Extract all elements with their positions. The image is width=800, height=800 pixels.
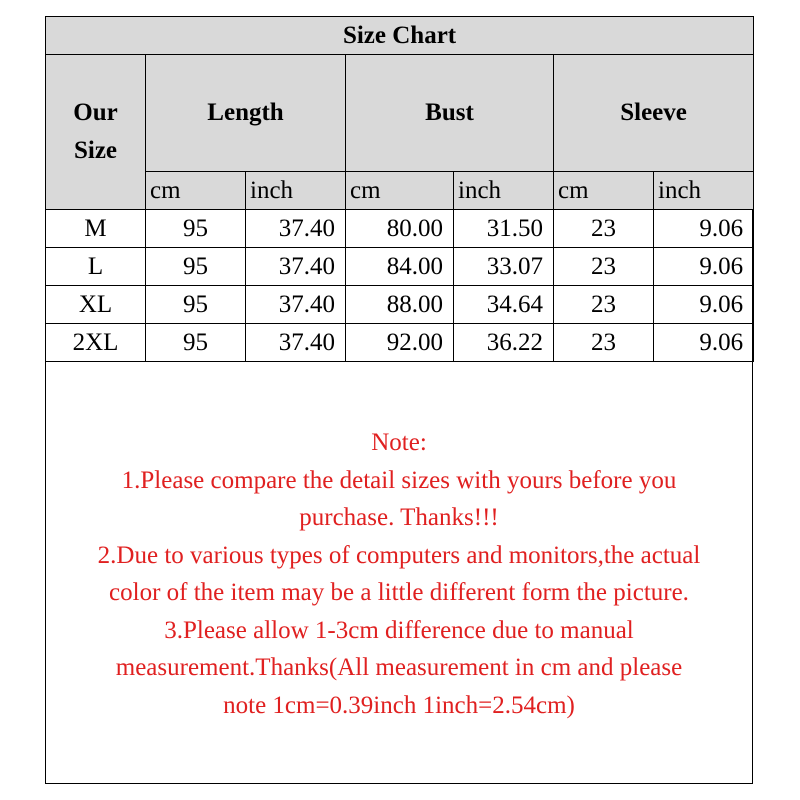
note-heading: Note: (371, 429, 427, 456)
header-sleeve: Sleeve (554, 55, 754, 172)
bust-cm-cell: 92.00 (346, 324, 454, 362)
size-chart-table (45, 16, 754, 362)
length-inch-cell: 37.40 (246, 324, 346, 362)
sleeve-cm-cell: 23 (554, 324, 654, 362)
header-bust: Bust (346, 55, 554, 172)
sleeve-cm-cell: 23 (554, 286, 654, 324)
sleeve-inch-cell: 9.06 (654, 324, 754, 362)
size-cell: 2XL (46, 324, 146, 362)
unit-bust-inch: inch (454, 172, 554, 210)
note-line: note 1cm=0.39inch 1inch=2.54cm) (223, 691, 575, 719)
our-size-line1: Our (73, 99, 118, 126)
length-cm-cell: 95 (146, 286, 246, 324)
sleeve-cm-cell: 23 (554, 210, 654, 248)
note-line: 1.Please compare the detail sizes with yours before you (121, 466, 677, 494)
unit-bust-cm: cm (346, 172, 454, 210)
size-cell: L (46, 248, 146, 286)
unit-length-cm: cm (146, 172, 246, 210)
bust-inch-cell: 36.22 (454, 324, 554, 362)
unit-sleeve-inch: inch (654, 172, 754, 210)
table-row (46, 286, 754, 324)
sleeve-inch-cell: 9.06 (654, 286, 754, 324)
length-inch-cell: 37.40 (246, 210, 346, 248)
length-cm-cell: 95 (146, 248, 246, 286)
bust-inch-cell: 31.50 (454, 210, 554, 248)
length-inch-cell: 37.40 (246, 286, 346, 324)
bust-cm-cell: 88.00 (346, 286, 454, 324)
note-line: 2.Due to various types of computers and monitors,the actual (97, 541, 701, 569)
bust-inch-cell: 33.07 (454, 248, 554, 286)
sleeve-inch-cell: 9.06 (654, 248, 754, 286)
sleeve-inch-cell: 9.06 (654, 210, 754, 248)
sleeve-cm-cell: 23 (554, 248, 654, 286)
size-cell: M (46, 210, 146, 248)
bust-cm-cell: 84.00 (346, 248, 454, 286)
chart-title: Size Chart (46, 17, 754, 55)
unit-sleeve-cm: cm (554, 172, 654, 210)
length-cm-cell: 95 (146, 210, 246, 248)
note-line: purchase. Thanks!!! (299, 504, 499, 531)
size-cell: XL (46, 286, 146, 324)
note-line: color of the item may be a little different form the picture. (109, 579, 689, 606)
table-row (46, 324, 754, 362)
note-block (45, 424, 753, 724)
unit-length-inch: inch (246, 172, 346, 210)
length-cm-cell: 95 (146, 324, 246, 362)
header-length: Length (146, 55, 346, 172)
table-row (46, 210, 754, 248)
note-line: measurement.Thanks(All measurement in cm and please (115, 654, 683, 681)
note-line: 3.Please allow 1-3cm difference due to manual (164, 616, 634, 644)
bust-cm-cell: 80.00 (346, 210, 454, 248)
header-our-size (46, 55, 146, 210)
our-size-line2: Size (73, 137, 118, 164)
bust-inch-cell: 34.64 (454, 286, 554, 324)
table-row (46, 248, 754, 286)
length-inch-cell: 37.40 (246, 248, 346, 286)
